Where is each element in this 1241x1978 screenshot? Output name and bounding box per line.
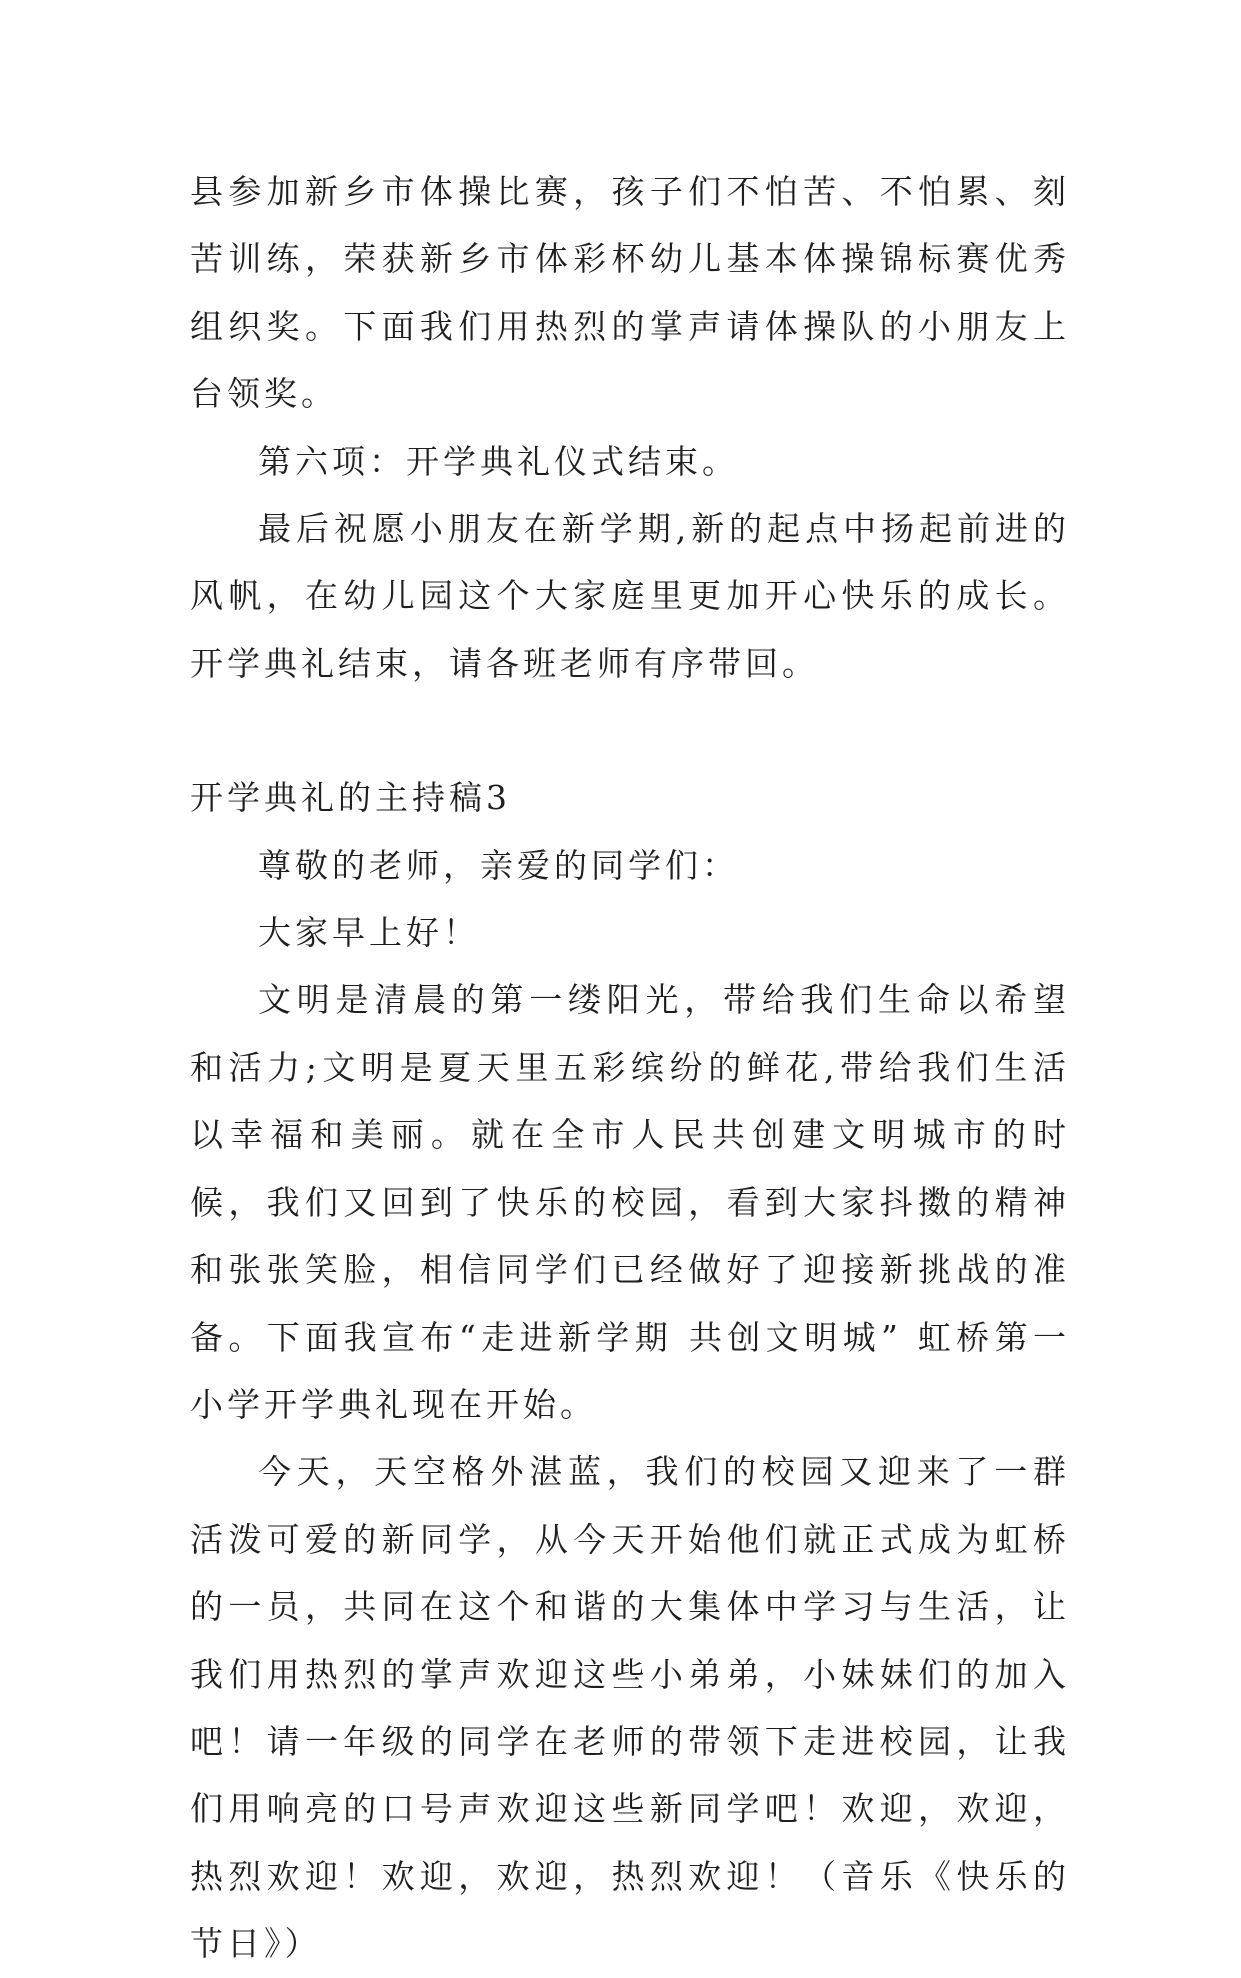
paragraph-greeting: 大家早上好！ (258, 913, 480, 953)
paragraph-civilization: 文明是清晨的第一缕阳光，带给我们生命以希望和活力;文明是夏天里五彩缤纷的鲜花,带给我们生活以幸福和美丽。就在全市人民共创建文明城市的时候，我们又回到了快乐的校园，看到大家抖擞的精神和张张笑脸，相信同学们已经做好了迎接新挑战的准备。下面我宣布“走进新学期 共创文明城” 虹桥第一小学开学典礼现在开始。 (190, 980, 1070, 1424)
section-title: 开学典礼的主持稿3 (190, 778, 511, 818)
paragraph-awards: 县参加新乡市体操比赛，孩子们不怕苦、不怕累、刻苦训练，荣获新乡市体彩杯幼儿基本体操锦标赛优秀组织奖。下面我们用热烈的掌声请体操队的小朋友上台领奖。 (190, 172, 1070, 414)
paragraph-salutation: 尊敬的老师，亲爱的同学们： (258, 845, 739, 885)
paragraph-closing-wishes: 最后祝愿小朋友在新学期,新的起点中扬起前进的风帆，在幼儿园这个大家庭里更加开心快乐的成长。开学典礼结束，请各班老师有序带回。 (190, 509, 1070, 683)
document-body (190, 158, 1070, 1978)
paragraph-item-six: 第六项：开学典礼仪式结束。 (258, 441, 739, 481)
paragraph-welcome-new-students: 今天，天空格外湛蓝，我们的校园又迎来了一群活泼可爱的新同学，从今天开始他们就正式成为虹桥的一员，共同在这个和谐的大集体中学习与生活，让我们用热烈的掌声欢迎这些小弟弟，小妹妹们的加入吧！请一年级的同学在老师的带领下走进校园，让我们用响亮的口号声欢迎这些新同学吧！欢迎，欢迎，热烈欢迎！欢迎，欢迎，热烈欢迎！（音乐《快乐的节日》） (190, 1452, 1070, 1964)
